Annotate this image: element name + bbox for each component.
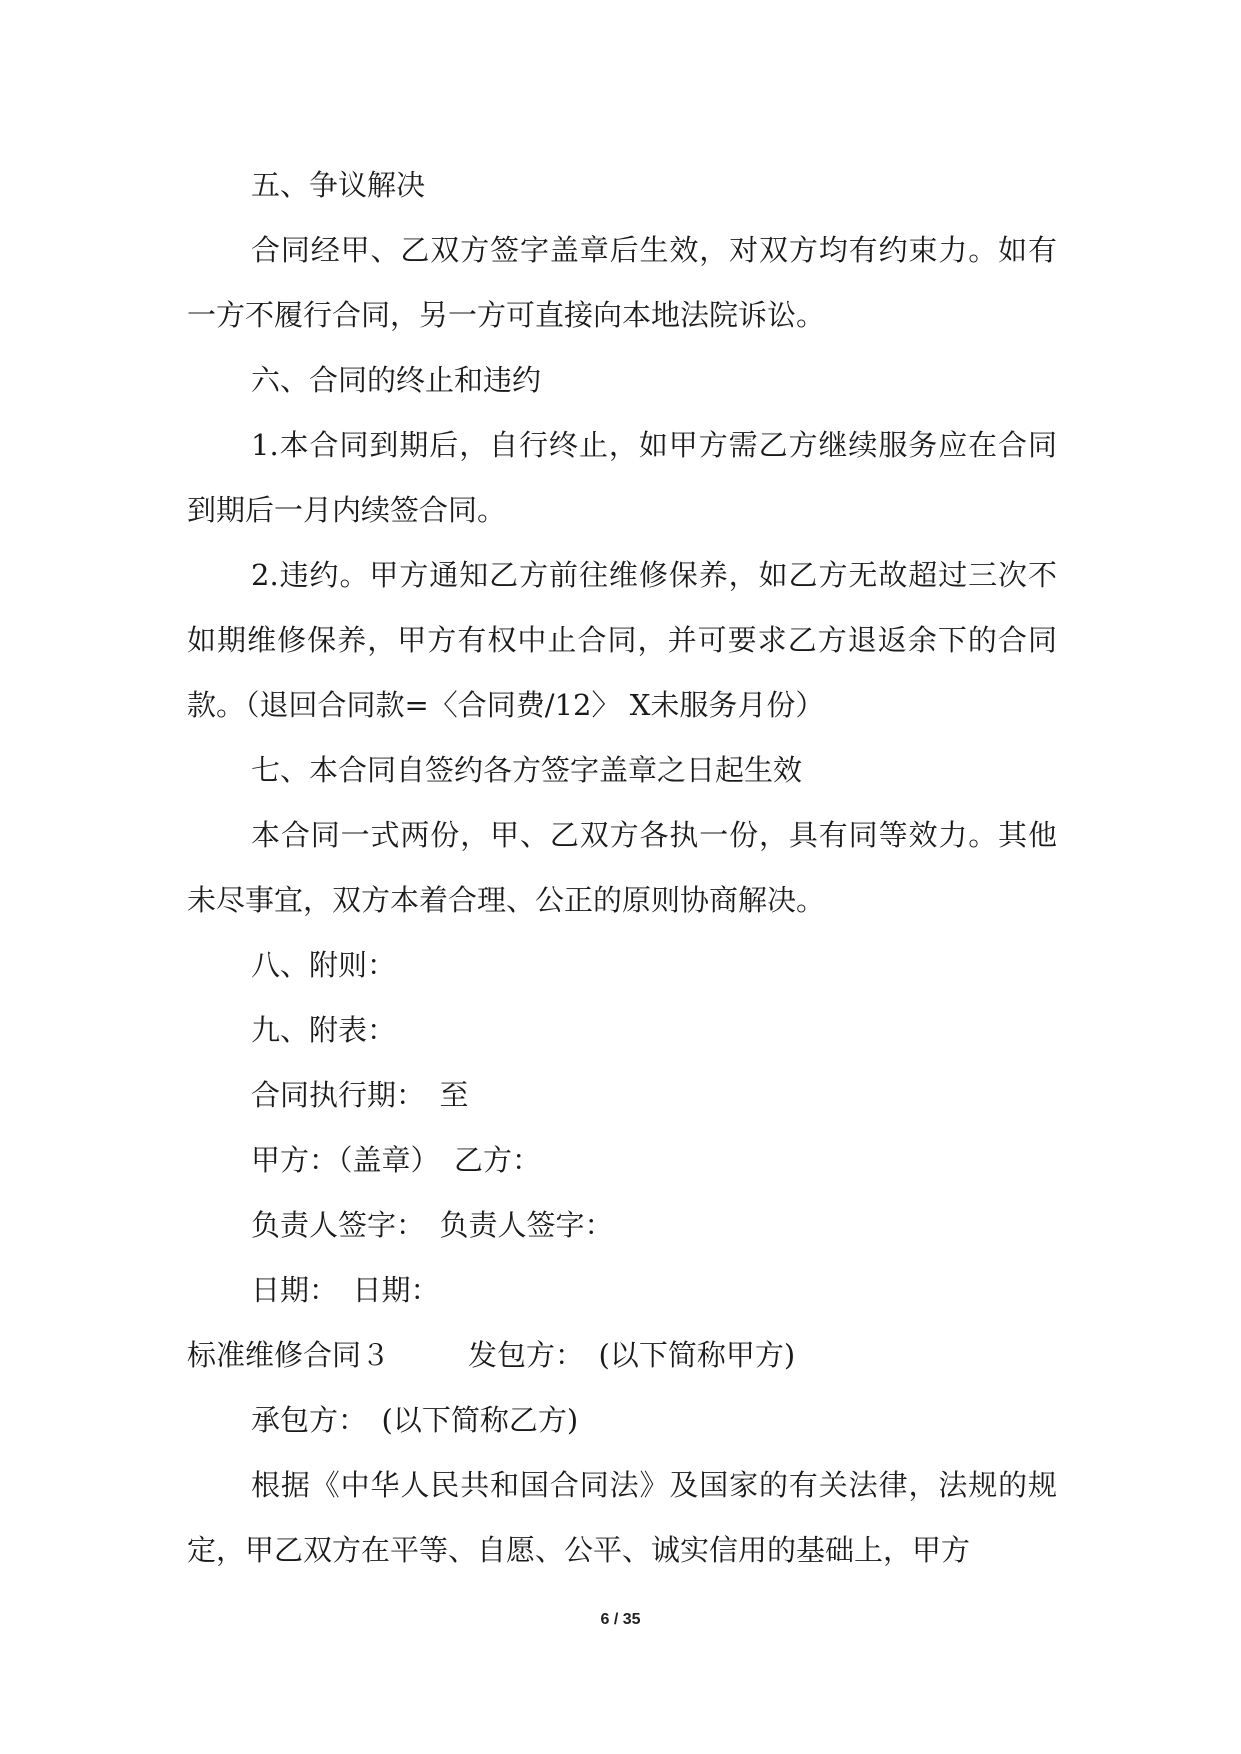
contract-title: 标准维修合同３ xyxy=(187,1338,391,1372)
date-line: 日期： 日期： xyxy=(251,1273,440,1307)
paragraph-dispute-body: 合同经甲、乙双方签字盖章后生效，对双方均有约束力。如有一方不履行合同，另一方可直接向本地法院诉讼。 xyxy=(187,233,1057,332)
section-heading-attachment: 九、附表： xyxy=(251,1013,397,1047)
document-body xyxy=(187,153,1057,1583)
paragraph-termination-1: 1.本合同到期后，自行终止，如甲方需乙方继续服务应在合同到期后一月内续签合同。 xyxy=(187,428,1057,527)
section-heading-dispute: 五、争议解决 xyxy=(251,168,426,202)
contract-period-line: 合同执行期： 至 xyxy=(251,1078,469,1112)
employer-line: 发包方： (以下简称甲方) xyxy=(468,1338,796,1372)
party-seal-line: 甲方：（盖章） 乙方： xyxy=(251,1143,542,1177)
section-heading-appendix-rules: 八、附则： xyxy=(251,948,397,982)
signature-line: 负责人签字： 负责人签字： xyxy=(251,1208,614,1242)
paragraph-legal-basis: 根据《中华人民共和国合同法》及国家的有关法律，法规的规定，甲乙双方在平等、自愿、公平、诚实信用的基础上，甲方 xyxy=(187,1468,1057,1567)
section-heading-termination: 六、合同的终止和违约 xyxy=(251,363,542,397)
section-heading-effective: 七、本合同自签约各方签字盖章之日起生效 xyxy=(251,753,803,787)
page-number: 6 / 35 xyxy=(600,1611,641,1628)
paragraph-effective-body: 本合同一式两份，甲、乙双方各执一份，具有同等效力。其他未尽事宜，双方本着合理、公正的原则协商解决。 xyxy=(187,818,1057,917)
contract-title-line xyxy=(187,1323,1057,1388)
paragraph-termination-2: 2.违约。甲方通知乙方前往维修保养，如乙方无故超过三次不如期维修保养，甲方有权中止合同，并可要求乙方退返余下的合同款。（退回合同款=〈合同费/12〉 X未服务月份） xyxy=(187,558,1057,722)
contractor-line: 承包方： (以下简称乙方) xyxy=(251,1403,579,1437)
